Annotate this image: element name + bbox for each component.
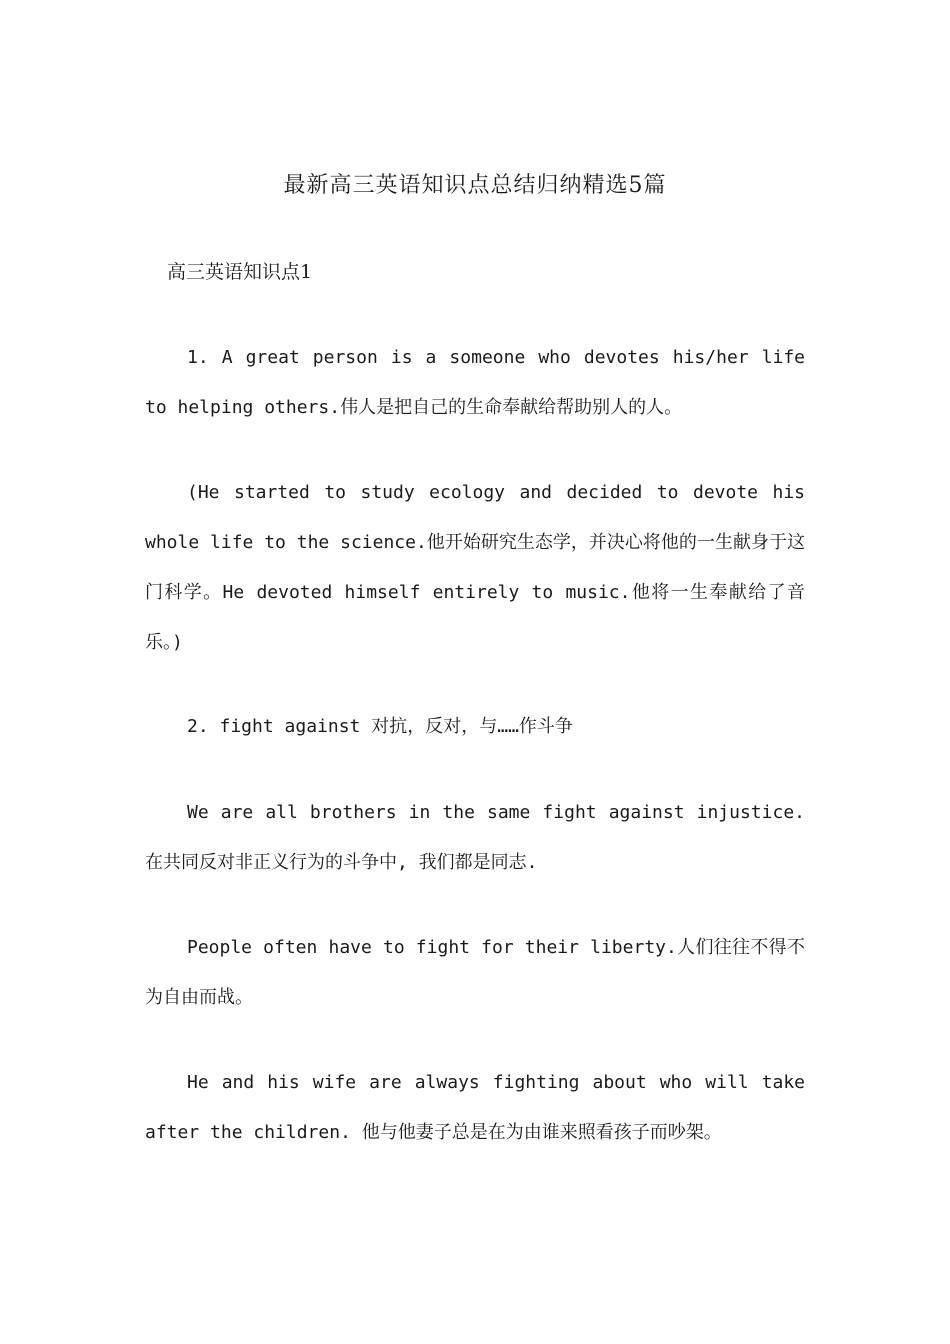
paragraph-2: (He started to study ecology and decided to devote his whole life to the science.他开始研究生态学，并决心将他的一生献身于这门科学。He devoted himself entirely to music.他将一生奉献给了音乐。) xyxy=(145,482,805,653)
paragraph-1: 1. A great person is a someone who devotes his/her life to helping others.伟人是把自己的生命奉献给帮助别人的人。 xyxy=(145,347,805,418)
paragraph-5: People often have to fight for their liberty.人们往往不得不为自由而战。 xyxy=(145,937,805,1008)
paragraph-4: We are all brothers in the same fight against injustice.在共同反对非正义行为的斗争中, 我们都是同志. xyxy=(145,802,805,873)
section-heading: 高三英语知识点1 xyxy=(167,261,313,283)
document-title: 最新高三英语知识点总结归纳精选5篇 xyxy=(283,173,667,198)
paragraph-6: He and his wife are always fighting about who will take after the children. 他与他妻子总是在为由谁来照看孩子而吵架。 xyxy=(145,1072,805,1143)
paragraph-3: 2. fight against 对抗，反对，与……作斗争 xyxy=(187,716,573,737)
